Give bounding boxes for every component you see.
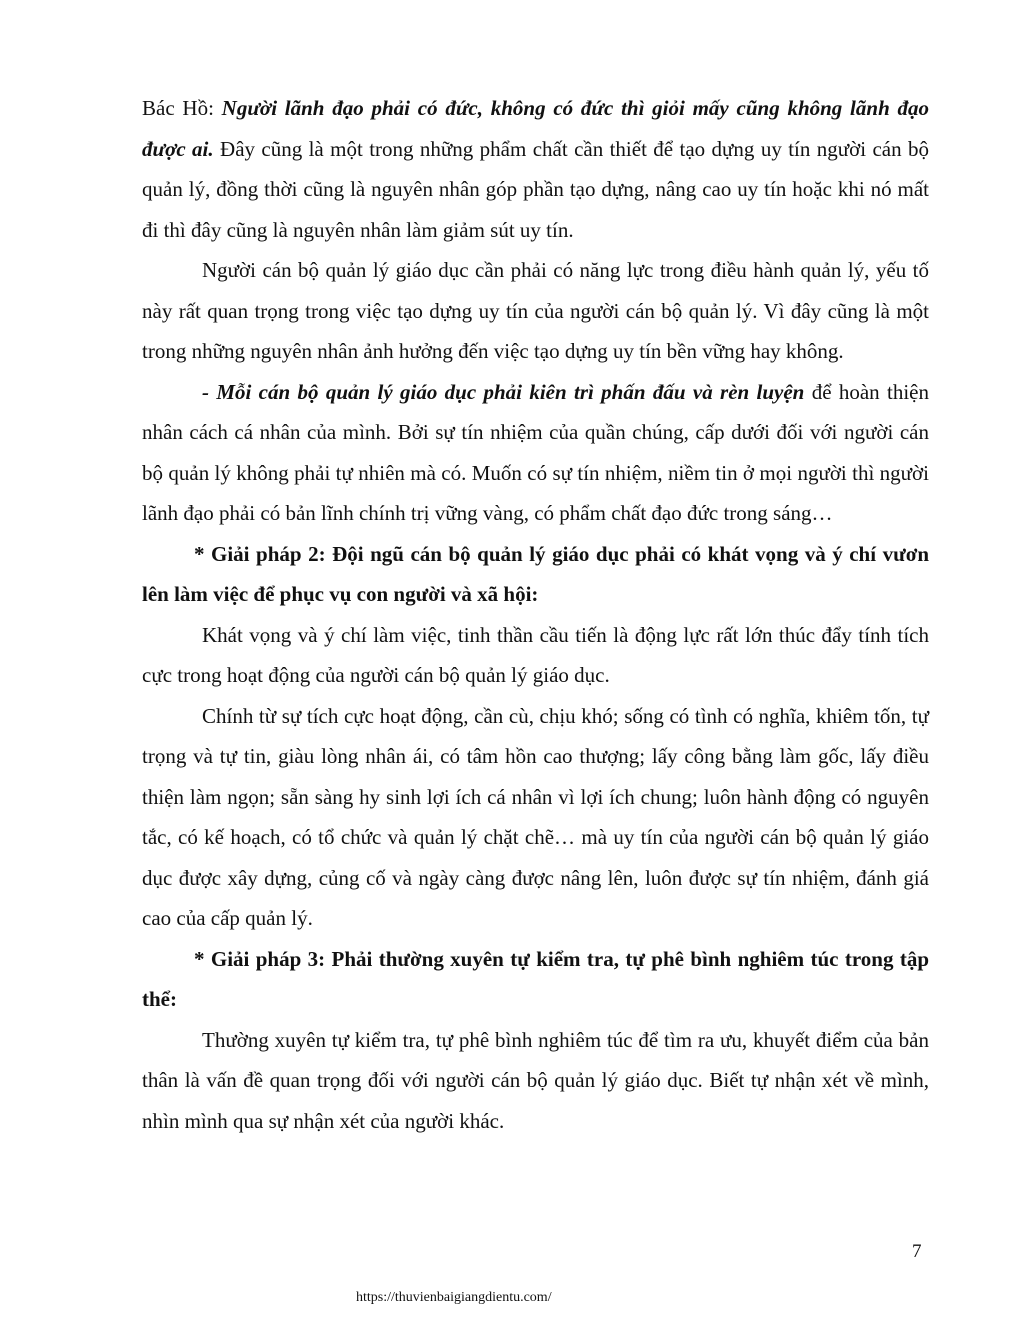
paragraph-6: Thường xuyên tự kiểm tra, tự phê bình nghiêm túc để tìm ra ưu, khuyết điểm của bản thân là vấn đề quan trọng đối với người cán bộ quản lý giáo dục. Biết tự nhận xét về mình, nhìn mình qua sự nhận xét của người khác. bbox=[142, 1027, 929, 1133]
heading-solution-3: * Giải pháp 3: Phải thường xuyên tự kiểm tra, tự phê bình nghiêm túc trong tập thể: bbox=[142, 946, 929, 1011]
paragraph-3-emphasis: - Mỗi cán bộ quản lý giáo dục phải kiên trì phấn đấu và rèn luyện bbox=[202, 379, 805, 404]
footer-url-link[interactable]: https://thuvienbaigiangdientu.com/ bbox=[356, 1290, 552, 1305]
paragraph-5: Chính từ sự tích cực hoạt động, cần cù, chịu khó; sống có tình có nghĩa, khiêm tốn, tự trọng và tự tin, giàu lòng nhân ái, có tâm hồn cao thượng; lấy công bằng làm gốc, lấy điều thiện làm ngọn; sẵn sàng hy sinh lợi ích cá nhân vì lợi ích chung; luôn hành động có nguyên tắc, có kế hoạch, có tổ chức và quản lý chặt chẽ… mà uy tín của người cán bộ quản lý giáo dục được xây dựng, củng cố và ngày càng được nâng lên, luôn được sự tín nhiệm, đánh giá cao của cấp quản lý. bbox=[142, 703, 929, 930]
heading-solution-2: * Giải pháp 2: Đội ngũ cán bộ quản lý giáo dục phải có khát vọng và ý chí vươn lên làm việc để phục vụ con người và xã hội: bbox=[142, 541, 929, 606]
paragraph-4: Khát vọng và ý chí làm việc, tinh thần cầu tiến là động lực rất lớn thúc đẩy tính tích cực trong hoạt động của người cán bộ quản lý giáo dục. bbox=[142, 622, 929, 687]
paragraph-1-rest: Đây cũng là một trong những phẩm chất cần thiết để tạo dựng uy tín người cán bộ quản lý, đồng thời cũng là nguyên nhân góp phần tạo dựng, nâng cao uy tín hoặc khi nó mất đi thì đây cũng là nguyên nhân làm giảm sút uy tín. bbox=[142, 136, 929, 242]
paragraph-3-rest: để hoàn thiện nhân cách cá nhân của mình. Bởi sự tín nhiệm của quần chúng, cấp dưới đối với người cán bộ quản lý không phải tự nhiên mà có. Muốn có sự tín nhiệm, niềm tin ở mọi người thì người lãnh đạo phải có bản lĩnh chính trị vững vàng, có phẩm chất đạo đức trong sáng… bbox=[142, 379, 929, 525]
paragraph-1 bbox=[142, 88, 929, 250]
page-number: 7 bbox=[912, 1241, 922, 1262]
paragraph-1-lead: Bác Hồ: bbox=[142, 96, 222, 120]
paragraph-2: Người cán bộ quản lý giáo dục cần phải có năng lực trong điều hành quản lý, yếu tố này rất quan trọng trong việc tạo dựng uy tín của người cán bộ quản lý. Vì đây cũng là một trong những nguyên nhân ảnh hưởng đến việc tạo dựng uy tín bền vững hay không. bbox=[142, 258, 929, 363]
document-page bbox=[142, 88, 929, 1141]
paragraph-3 bbox=[142, 372, 929, 534]
ho-chi-minh-quote: Người lãnh đạo phải có đức, không có đức thì giỏi mấy cũng không lãnh đạo được ai. bbox=[142, 96, 930, 161]
